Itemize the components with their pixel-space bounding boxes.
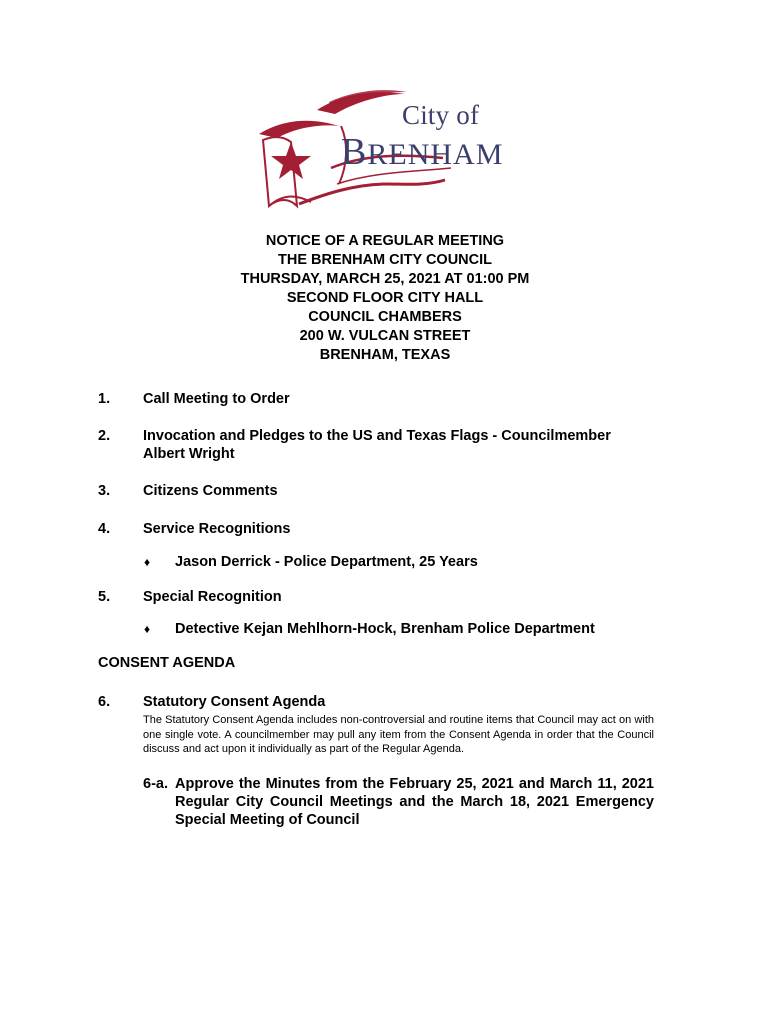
consent-agenda-description: The Statutory Consent Agenda includes non-controversial and routine items that Council may act on with one single vote. A councilmember may pull any item from the Consent Agenda in order that the Council discuss and act upon it individually as part of the Regular Agenda. bbox=[143, 714, 654, 755]
logo-city-of-text: City of bbox=[402, 100, 480, 130]
header-line: NOTICE OF A REGULAR MEETING bbox=[265, 233, 505, 249]
logo-brenham-text bbox=[341, 130, 503, 174]
agenda-item-6a bbox=[143, 775, 654, 829]
item-number: 3. bbox=[98, 483, 111, 499]
item-number: 6. bbox=[98, 694, 111, 710]
star-icon bbox=[271, 142, 311, 179]
header-line: 200 W. VULCAN STREET bbox=[299, 328, 471, 344]
header-line: BRENHAM, TEXAS bbox=[319, 347, 451, 363]
diamond-bullet-icon: ♦ bbox=[144, 622, 151, 636]
header-line: THE BRENHAM CITY COUNCIL bbox=[277, 252, 492, 268]
item-number: 5. bbox=[98, 589, 111, 605]
consent-agenda-heading: CONSENT AGENDA bbox=[98, 655, 236, 671]
logo-initial: B bbox=[341, 131, 368, 173]
logo-name-rest: RENHAM bbox=[367, 138, 504, 171]
sub-item-label: 6-a. bbox=[143, 776, 168, 792]
header-line: THURSDAY, MARCH 25, 2021 AT 01:00 PM bbox=[240, 271, 530, 287]
sub-item-text: Approve the Minutes from the February 25, 2021 and March 11, 2021 Regular City Council Meetings and the March 18, 2021 Emergency Special Meeting of Council bbox=[175, 776, 654, 828]
item-text: Citizens Comments bbox=[143, 483, 278, 499]
header-line: COUNCIL CHAMBERS bbox=[308, 309, 462, 325]
item-text: Invocation and Pledges to the US and Texas Flags - Councilmember Albert Wright bbox=[143, 428, 611, 462]
item-title: Statutory Consent Agenda bbox=[143, 694, 326, 710]
item-number: 1. bbox=[98, 391, 111, 407]
meeting-notice-header bbox=[0, 232, 770, 365]
item-number: 2. bbox=[98, 428, 111, 444]
item-text: Call Meeting to Order bbox=[143, 391, 290, 407]
item-text: Special Recognition bbox=[143, 589, 282, 605]
item-text: Service Recognitions bbox=[143, 521, 291, 537]
diamond-bullet-icon: ♦ bbox=[144, 555, 151, 569]
item-number: 4. bbox=[98, 521, 111, 537]
header-line: SECOND FLOOR CITY HALL bbox=[286, 290, 484, 306]
bullet-text: Detective Kejan Mehlhorn-Hock, Brenham Police Department bbox=[175, 621, 595, 637]
bullet-text: Jason Derrick - Police Department, 25 Years bbox=[175, 554, 478, 570]
